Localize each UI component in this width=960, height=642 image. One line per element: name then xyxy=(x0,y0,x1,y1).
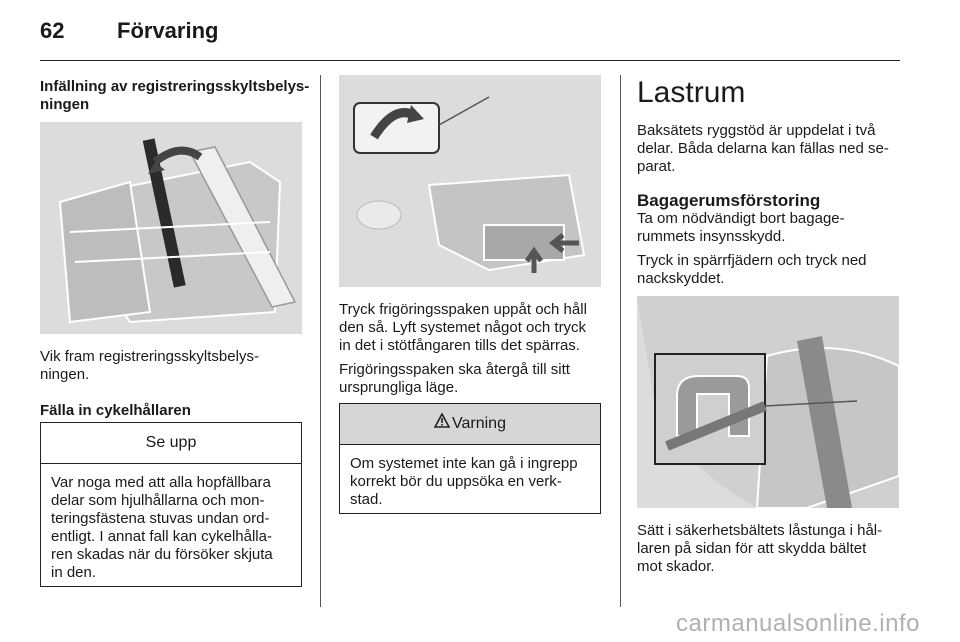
warning-text: Om systemet inte kan gå i ingrepp korrekt bör du uppsöka en verk- stad. xyxy=(350,455,578,508)
paragraph-seatbelt: Sätt i säkerhetsbältets låstunga i hål- laren på sidan för att skydda bältet mot skador. xyxy=(637,522,883,575)
paragraph-backrest: Baksätets ryggstöd är uppdelat i två delar. Båda delarna kan fällas ned se- parat. xyxy=(637,122,889,175)
caution-box xyxy=(40,422,302,587)
warning-triangle-icon xyxy=(434,404,450,444)
page-title: Förvaring xyxy=(117,18,219,43)
column-divider-2 xyxy=(620,75,621,607)
illustration-license-light xyxy=(40,122,302,334)
warning-box xyxy=(339,403,601,514)
warning-title: Varning xyxy=(452,415,506,433)
paragraph-lever-return: Frigöringsspaken ska återgå till sitt ursprungliga läge. xyxy=(339,361,570,396)
illustration-bike-carrier-release xyxy=(339,75,601,287)
section-heading-license-light: Infällning av registreringsskyltsbelys- ningen xyxy=(40,78,310,113)
page-number: 62 xyxy=(40,18,65,43)
header-divider xyxy=(40,60,900,61)
paragraph-headrest: Tryck in spärrfjädern och tryck ned nackskyddet. xyxy=(637,252,867,287)
paragraph-remove-cover: Ta om nödvändigt bort bagage- rummets insynsskydd. xyxy=(637,210,845,245)
warning-header xyxy=(340,404,600,445)
paragraph-press-lever: Tryck frigöringsspaken uppåt och håll den så. Lyft systemet något och tryck in det i stötfångaren tills det spärras. xyxy=(339,301,587,354)
watermark: carmanualsonline.info xyxy=(676,610,920,637)
section-title-lastrum: Lastrum xyxy=(637,76,746,109)
subheading-luggage-expansion: Bagagerumsförstoring xyxy=(637,191,821,210)
caution-title: Se upp xyxy=(41,423,301,464)
illustration-seatbelt-holder xyxy=(637,296,899,508)
caution-text: Var noga med att alla hopfällbara delar som hjulhållarna och mon- teringsfästena stuvas undan ord- entligt. I annat fall kan cykelhålla- ren skadas när du försöker skjuta in den. xyxy=(51,474,273,581)
section-heading-bike-carrier: Fälla in cykelhållaren xyxy=(40,402,191,419)
paragraph-fold-light: Vik fram registreringsskyltsbelys- ningen. xyxy=(40,348,259,383)
column-divider-1 xyxy=(320,75,321,607)
